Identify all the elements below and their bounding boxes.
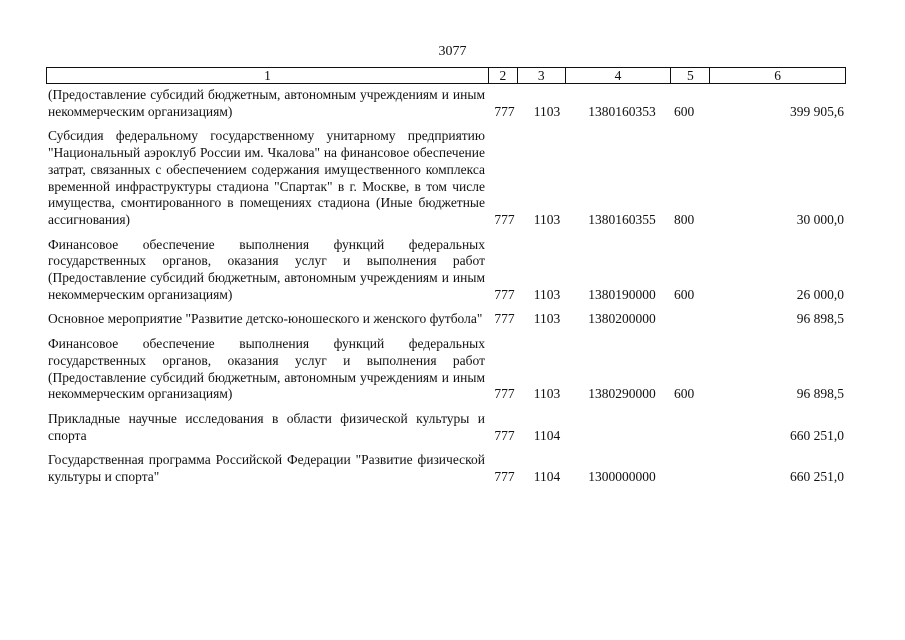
row-col-3: 1103 [533,103,561,119]
header-col-5: 5 [671,68,710,83]
row-col-4: 1380200000 [588,311,656,327]
header-col-4: 4 [566,68,672,83]
row-col-3: 1104 [533,427,561,443]
table-row [46,411,846,444]
row-col-6: 660 251,0 [790,469,844,485]
row-col-6: 26 000,0 [796,286,844,302]
row-col-6: 96 898,5 [796,311,844,327]
table-row [46,237,846,304]
row-col-2: 777 [494,211,515,227]
row-description: Основное мероприятие "Развитие детско-юношеского и женского футбола" [48,311,483,327]
row-col-6: 30 000,0 [796,211,844,227]
row-col-5: 600 [674,386,695,402]
row-col-4: 1300000000 [588,469,656,485]
row-col-6: 660 251,0 [790,427,844,443]
row-col-2: 777 [494,286,515,302]
row-description: Государственная программа Российской Федерации "Развитие физической культуры и спорта" [48,452,485,485]
row-col-5: 600 [674,286,695,302]
row-col-6: 96 898,5 [796,386,844,402]
table-body [46,87,846,494]
row-description: Финансовое обеспечение выполнения функций федеральных государственных органов, оказания услуг и выполнения работ (Предоставление субсидий бюджетным, автономным учреждениям и иным некоммерческим организациям) [48,236,485,302]
row-description: Прикладные научные исследования в области физической культуры и спорта [48,410,485,443]
row-col-5: 600 [674,103,695,119]
row-description: (Предоставление субсидий бюджетным, автономным учреждениям и иным некоммерческим организациям) [48,87,485,119]
page-number: 3077 [438,44,467,59]
table-header-row [46,67,846,84]
row-col-4: 1380160353 [588,103,656,119]
header-col-2: 2 [489,68,518,83]
row-description: Субсидия федеральному государственному унитарному предприятию "Национальный аэроклуб России им. Чкалова" на финансовое обеспечение затрат, связанных с обеспечением содержания имущественного комплекса временной инфраструктуры стадиона "Спартак" в г. Москве, в том числе имущества, смонтированного в помещениях стадиона (Иные бюджетные ассигнования) [48,128,485,227]
row-col-6: 399 905,6 [790,103,844,119]
row-col-2: 777 [494,427,515,443]
row-col-3: 1103 [533,211,561,227]
table-row [46,128,846,228]
row-description: Финансовое обеспечение выполнения функций федеральных государственных органов, оказания услуг и выполнения работ (Предоставление субсидий бюджетным, автономным учреждениям и иным некоммерческим организациям) [48,336,485,402]
table-row [46,311,846,328]
row-col-3: 1104 [533,469,561,485]
row-col-4: 1380160355 [588,211,656,227]
header-col-1: 1 [47,68,489,83]
table-row [46,87,846,120]
table-row [46,336,846,403]
table-row [46,452,846,485]
row-col-2: 777 [494,469,515,485]
row-col-3: 1103 [533,311,561,327]
row-col-2: 777 [494,103,515,119]
header-col-3: 3 [518,68,566,83]
row-col-2: 777 [494,311,515,327]
header-col-6: 6 [774,68,782,83]
row-col-2: 777 [494,386,515,402]
row-col-4: 1380190000 [588,286,656,302]
row-col-3: 1103 [533,286,561,302]
row-col-5: 800 [674,211,695,227]
row-col-3: 1103 [533,386,561,402]
row-col-4: 1380290000 [588,386,656,402]
